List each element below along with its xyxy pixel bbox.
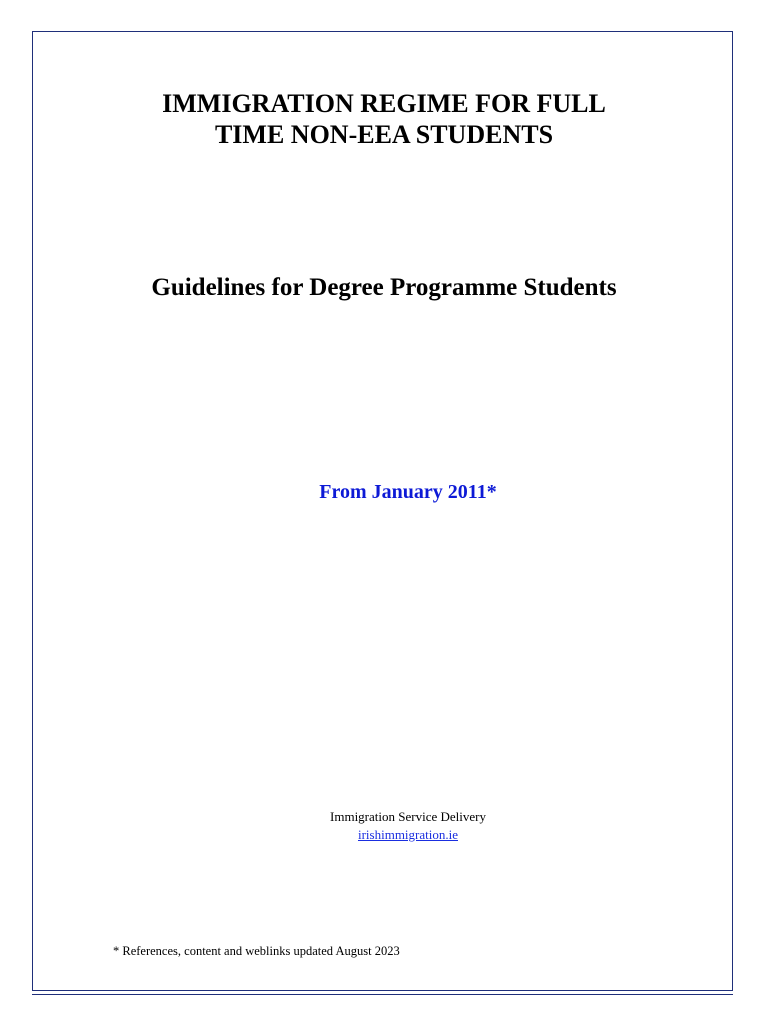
document-title: [0, 88, 768, 150]
document-subtitle: Guidelines for Degree Programme Students: [151, 274, 617, 301]
website-line: [0, 827, 768, 843]
page-border: [32, 31, 733, 991]
document-title-line-2: TIME NON-EEA STUDENTS: [214, 120, 554, 149]
footnote: * References, content and weblinks updated August 2023: [113, 944, 400, 958]
organisation-name: Immigration Service Delivery: [330, 809, 486, 824]
website-link[interactable]: irishimmigration.ie: [357, 827, 458, 842]
effective-date: From January 2011*: [319, 481, 497, 503]
page-border-bottom-rule: [32, 994, 733, 995]
document-title-line-1: IMMIGRATION REGIME FOR FULL: [162, 89, 606, 118]
